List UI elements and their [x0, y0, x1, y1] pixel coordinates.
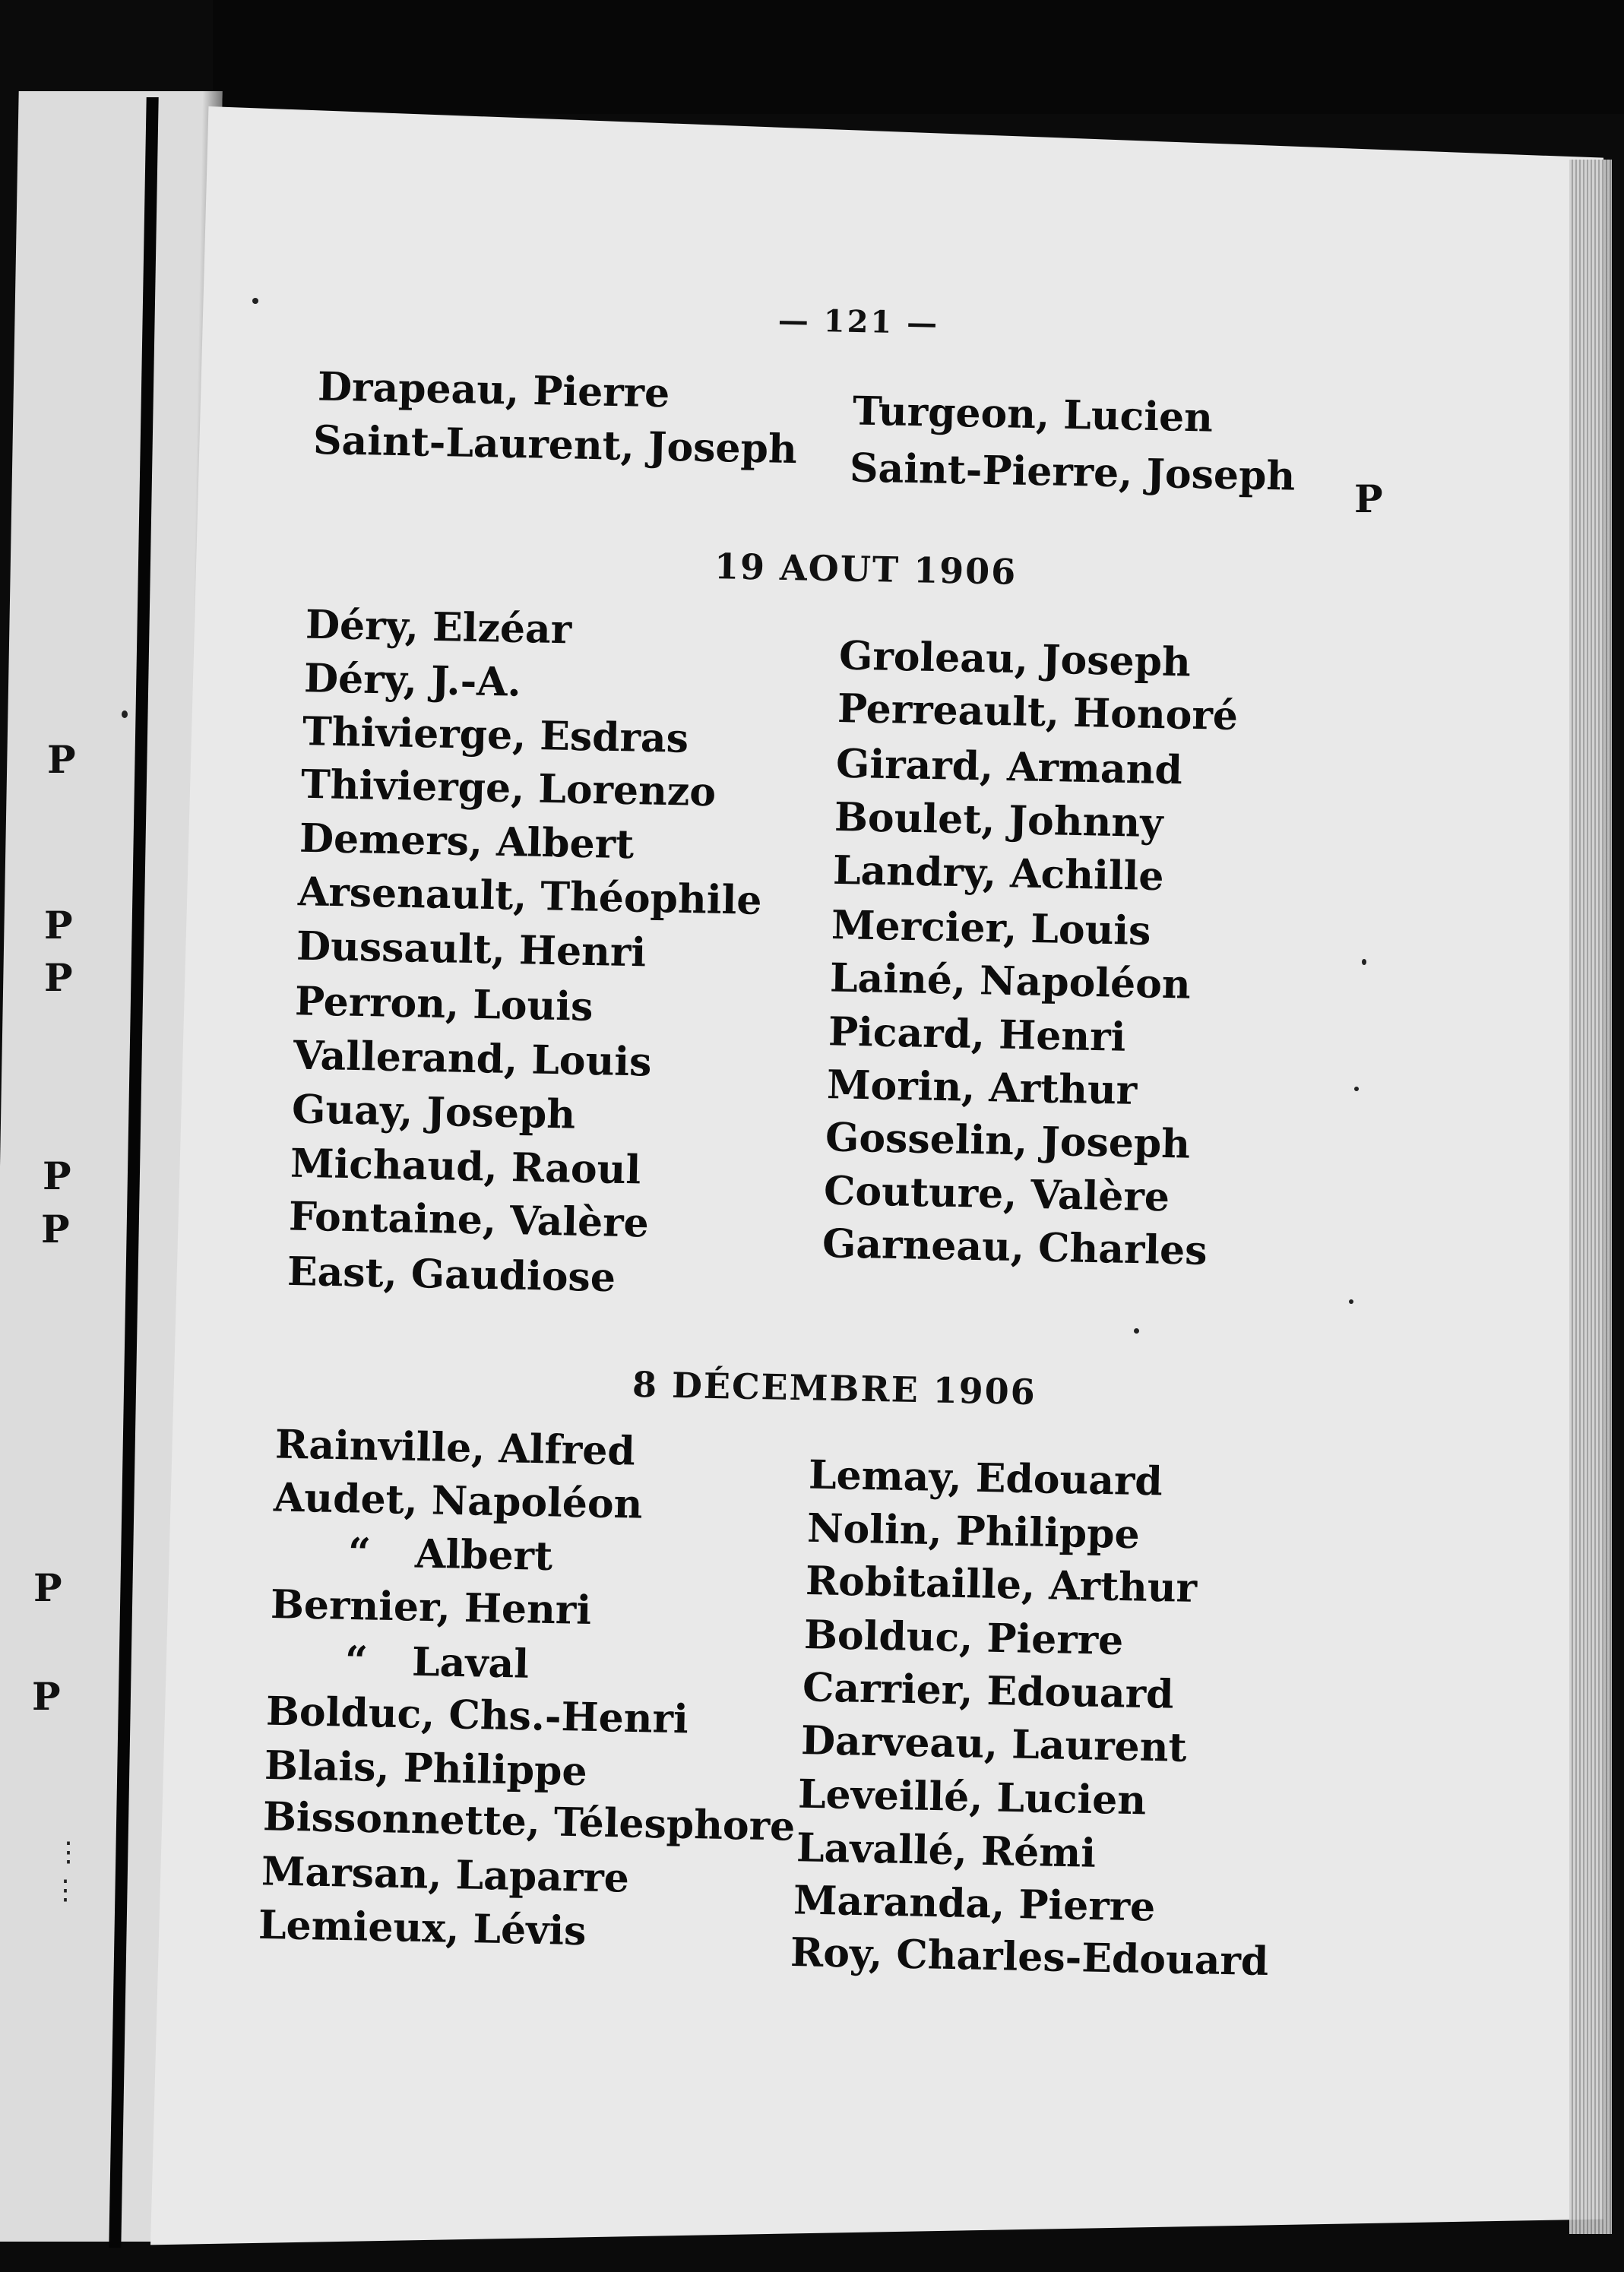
ditto-mark: “	[344, 1638, 369, 1685]
name-entry: Rainville, Alfred	[274, 1421, 636, 1475]
scan-speck	[122, 710, 128, 718]
name-entry: Guay, Joseph	[291, 1086, 576, 1138]
name-entry: Mercier, Louis	[831, 901, 1152, 955]
page-number: — 121 —	[777, 302, 940, 342]
margin-mark: P	[47, 737, 76, 782]
name-entry: Perron, Louis	[294, 978, 594, 1030]
name-entry: Roy, Charles-Edouard	[790, 1929, 1269, 1986]
scan-speck	[252, 298, 258, 304]
name-entry: Lemay, Edouard	[808, 1451, 1163, 1505]
name-entry: Drapeau, Pierre	[317, 363, 670, 417]
name-entry	[318, 1529, 553, 1580]
name-entry: Fontaine, Valère	[288, 1193, 650, 1247]
name-entry: Saint-Laurent, Joseph	[312, 416, 798, 473]
name-entry: Darveau, Laurent	[800, 1717, 1188, 1771]
name-entry: Landry, Achille	[832, 846, 1164, 900]
name-entry: Couture, Valère	[823, 1167, 1170, 1221]
name-entry: Lainé, Napoléon	[829, 954, 1192, 1008]
margin-mark: P	[32, 1674, 61, 1719]
name-entry: Blais, Philippe	[264, 1742, 588, 1796]
name-entry: Turgeon, Lucien	[852, 388, 1214, 441]
margin-mark: P	[43, 1153, 71, 1198]
name-entry: Carrier, Edouard	[802, 1664, 1175, 1718]
margin-mark: P	[41, 1207, 70, 1251]
margin-mark: P	[44, 903, 73, 948]
name-entry: Audet, Napoléon	[273, 1474, 643, 1528]
scan-speck	[1134, 1328, 1139, 1334]
name-entry: Nolin, Philippe	[806, 1505, 1141, 1558]
name-entry: Perreault, Honoré	[837, 685, 1239, 740]
name-entry: Bernier, Henri	[270, 1581, 592, 1634]
name-entry: Lemieux, Lévis	[258, 1901, 587, 1955]
name-entry: Lavallé, Rémi	[796, 1824, 1097, 1877]
name-entry: Vallerand, Louis	[293, 1032, 652, 1086]
name-entry: Robitaille, Arthur	[805, 1558, 1198, 1612]
name-entry: Maranda, Pierre	[793, 1877, 1156, 1931]
margin-mark: P	[33, 1565, 62, 1610]
margin-dots: ⋮	[55, 1837, 82, 1868]
name-entry: Picard, Henri	[828, 1008, 1126, 1061]
name-entry: Saint-Pierre, Joseph	[849, 445, 1296, 500]
name-ditto-entry: Laval	[411, 1638, 530, 1688]
name-entry: Demers, Albert	[299, 815, 635, 869]
name-entry: Marsan, Laparre	[261, 1848, 630, 1902]
name-entry: Michaud, Raoul	[290, 1140, 641, 1194]
right-margin-mark: P	[1354, 476, 1383, 521]
name-entry: Leveillé, Lucien	[797, 1770, 1147, 1824]
margin-dots: ⋮	[52, 1875, 79, 1906]
name-entry: Thivierge, Esdras	[302, 708, 689, 762]
name-entry	[315, 1638, 530, 1688]
top-dark-border	[213, 0, 1624, 114]
name-entry: Dussault, Henri	[296, 922, 647, 976]
name-entry: Bissonnette, Télesphore	[262, 1793, 796, 1850]
section-title: 19 AOUT 1906	[714, 546, 1018, 593]
name-entry: Groleau, Joseph	[838, 632, 1192, 686]
name-entry: Morin, Arthur	[826, 1062, 1138, 1114]
name-entry: Girard, Armand	[835, 740, 1183, 794]
name-entry: Garneau, Charles	[821, 1220, 1208, 1274]
scan-speck	[1362, 959, 1366, 965]
margin-mark: P	[44, 955, 73, 1000]
scan-speck	[1349, 1299, 1353, 1304]
name-entry: Thivierge, Lorenzo	[300, 761, 717, 816]
section-title: 8 DÉCEMBRE 1906	[632, 1363, 1037, 1413]
name-entry: Boulet, Johnny	[834, 793, 1163, 847]
name-entry: East, Gaudiose	[286, 1248, 616, 1302]
name-ditto-entry: Albert	[414, 1530, 553, 1580]
name-entry: Déry, J.-A.	[303, 655, 522, 706]
page-edges	[1569, 160, 1612, 2234]
ditto-mark: “	[347, 1529, 372, 1577]
name-entry: Gosselin, Joseph	[825, 1114, 1191, 1168]
name-entry: Bolduc, Pierre	[803, 1611, 1124, 1665]
name-entry: Bolduc, Chs.-Henri	[265, 1688, 689, 1743]
scan-speck	[1354, 1087, 1359, 1091]
name-entry: Déry, Elzéar	[305, 601, 572, 653]
name-entry: Arsenault, Théophile	[297, 869, 762, 924]
